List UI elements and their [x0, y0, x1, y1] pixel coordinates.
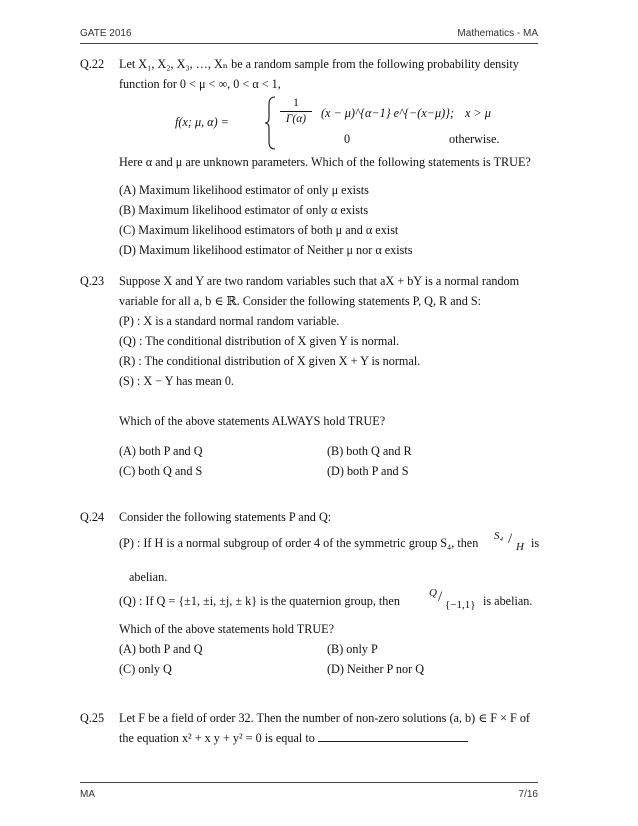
formula-frac-den: Γ(α) [285, 113, 307, 125]
q24-option-d: (D) Neither P nor Q [327, 662, 425, 676]
page-footer [80, 789, 538, 800]
header-exam: GATE 2016 [80, 28, 132, 39]
page-header [80, 28, 538, 39]
q24-p-text-end: is [531, 536, 540, 550]
q24-option-b: (B) only P [327, 642, 378, 656]
footer-rule [80, 782, 538, 783]
q24-line-1: Consider the following statements P and Q: [119, 510, 332, 524]
q24-p-frac-slash: / [508, 531, 513, 547]
question-number: Q.22 [80, 57, 105, 71]
q23-statement-s: (S) : X − Y has mean 0. [119, 374, 234, 388]
q23-option-c: (C) both Q and S [119, 464, 203, 478]
question-number: Q.24 [80, 510, 105, 524]
header-subject: Mathematics - MA [457, 28, 538, 39]
q23-options-row-2 [119, 461, 551, 481]
question-number: Q.25 [80, 711, 105, 725]
q23-option-b: (B) both Q and R [327, 444, 412, 458]
q22-option-a: (A) Maximum likelihood estimator of only μ exists [119, 183, 369, 197]
q24-question: Which of the above statements hold TRUE? [119, 622, 335, 636]
answer-blank[interactable] [318, 730, 468, 742]
q23-line-1: Suppose X and Y are two random variables such that aX + bY is a normal random [119, 274, 520, 288]
q23-statement-p: (P) : X is a standard normal random variable. [119, 314, 340, 328]
q22-option-c: (C) Maximum likelihood estimators of both μ and α exist [119, 223, 399, 237]
q24-statement-q [119, 587, 551, 611]
q24-p-continuation: abelian. [129, 570, 168, 584]
q22-line-1: Let X₁, X₂, X₃, …, Xₙ be a random sample from the following probability density [119, 57, 519, 71]
q24-p-frac-num: S₄ [494, 530, 504, 542]
header-rule [80, 43, 538, 44]
q22-option-d: (D) Maximum likelihood estimator of Neither μ nor α exists [119, 243, 413, 257]
q24-option-a: (A) both P and Q [119, 642, 203, 656]
q23-line-2: variable for all a, b ∈ ℝ. Consider the following statements P, Q, R and S: [119, 294, 482, 308]
q24-options-row-2 [119, 659, 551, 679]
q22-line-2: function for 0 < μ < ∞, 0 < α < 1, [119, 77, 281, 91]
question-number: Q.23 [80, 274, 105, 288]
q23-option-d: (D) both P and S [327, 464, 409, 478]
formula-case-2-condition: otherwise. [449, 132, 500, 146]
q23-options-row-1 [119, 441, 551, 461]
q24-p-frac-den: H [516, 541, 524, 553]
q23-question: Which of the above statements ALWAYS hold TRUE? [119, 414, 386, 428]
q24-q-frac-den: {−1,1} [445, 599, 476, 611]
formula-brace [265, 96, 277, 150]
q25-line-2 [119, 728, 551, 748]
q23-statement-r: (R) : The conditional distribution of X given X + Y is normal. [119, 354, 421, 368]
q24-q-frac-slash: / [438, 589, 443, 605]
q22-pdf-formula [119, 94, 551, 152]
q23-option-a: (A) both P and Q [119, 444, 203, 458]
q24-option-c: (C) only Q [119, 662, 172, 676]
formula-case-1-condition: x > μ [465, 106, 491, 120]
q25-line-2-text: the equation x² + x y + y² = 0 is equal to [119, 731, 315, 745]
footer-paper-code: MA [80, 789, 95, 800]
q22-option-b: (B) Maximum likelihood estimator of only α exists [119, 203, 369, 217]
q24-statement-p [119, 530, 551, 553]
formula-frac-num: 1 [293, 97, 299, 109]
q25-line-1: Let F be a field of order 32. Then the number of non-zero solutions (a, b) ∈ F × F of [119, 711, 530, 725]
q24-q-text: (Q) : If Q = {±1, ±i, ±j, ± k} is the quaternion group, then [119, 594, 400, 608]
q24-q-text-end: is abelian. [483, 594, 533, 608]
q24-options-row-1 [119, 639, 551, 659]
page-number: 7/16 [518, 789, 538, 800]
formula-lhs: f(x; μ, α) = [175, 115, 229, 129]
formula-case-1: (x − μ)^{α−1} e^{−(x−μ)}; [321, 106, 455, 120]
q23-statement-q: (Q) : The conditional distribution of X given Y is normal. [119, 334, 400, 348]
q24-p-text: (P) : If H is a normal subgroup of order 4 of the symmetric group S₄, then [119, 536, 479, 550]
q24-q-frac-num: Q [429, 587, 437, 599]
formula-case-2: 0 [344, 132, 351, 146]
q22-line-3: Here α and μ are unknown parameters. Which of the following statements is TRUE? [119, 155, 531, 169]
